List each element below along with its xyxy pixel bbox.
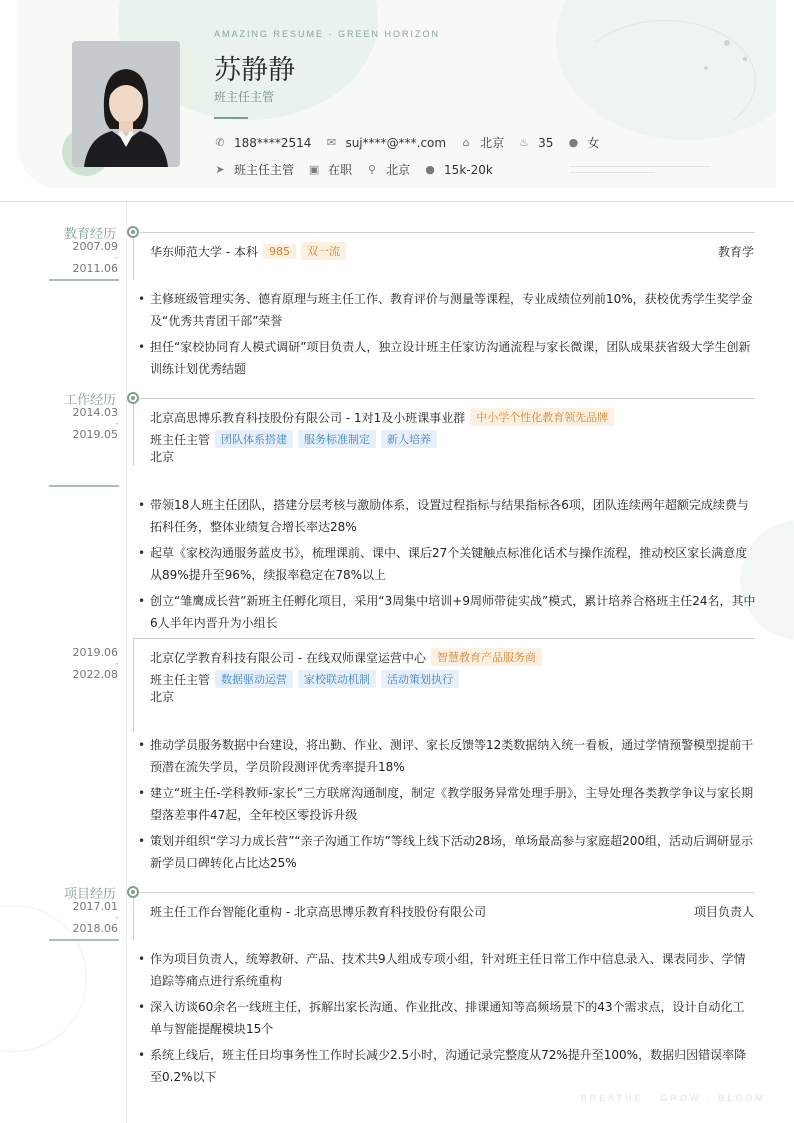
list-item: • 创立“雏鹰成长营”新班主任孵化项目，采用“3周集中培训+9周师带徒实战”模式，累计培养合格班主任24名，其中6人半年内晋升为小组长 bbox=[136, 590, 756, 634]
age-info bbox=[518, 136, 553, 150]
work-date-1 bbox=[40, 407, 118, 440]
salary-icon: ● bbox=[425, 162, 435, 176]
skill-tag: 家校联动机制 bbox=[298, 670, 376, 688]
section-underline bbox=[49, 485, 119, 487]
education-end: 2011.06 bbox=[72, 262, 118, 275]
target-city-text: 北京 bbox=[386, 163, 411, 177]
section-underline bbox=[49, 939, 119, 941]
job-end: 2019.05 bbox=[72, 428, 118, 441]
project-role: 项目负责人 bbox=[693, 905, 754, 919]
decor-dot bbox=[743, 57, 747, 61]
status-icon: ▣ bbox=[308, 162, 320, 176]
list-item: • 建立“班主任-学科教师-家长”三方联席沟通制度，制定《教学服务异常处理手册》，主导处理各类教学争议与家长期望落差事件47起，全年校区零投诉升级 bbox=[136, 782, 756, 826]
location-icon: ⚲ bbox=[368, 162, 377, 176]
entry-rule bbox=[133, 638, 755, 639]
decor-dot bbox=[724, 40, 730, 46]
list-item: • 带领18人班主任团队，搭建分层考核与激励体系，设置过程指标与结果指标各6项，团队连续两年超额完成续费与拓科任务，整体业绩复合增长率达28% bbox=[136, 494, 756, 538]
list-item: • 推动学员服务数据中台建设，将出勤、作业、测评、家长反馈等12类数据纳入统一看板，通过学情预警模型提前干预潜在流失学员，学员阶段测评优秀率提升18% bbox=[136, 734, 756, 778]
job-city: 北京 bbox=[150, 450, 175, 464]
footer-watermark: BREATHE · GROW · BLOOM bbox=[580, 1093, 766, 1103]
school-tag: 双一流 bbox=[301, 242, 346, 260]
timeline-line bbox=[133, 404, 134, 466]
decor-dot bbox=[704, 66, 708, 70]
timeline-line bbox=[133, 238, 134, 280]
mail-icon: ✉ bbox=[326, 135, 337, 149]
date-separator: - bbox=[115, 253, 118, 262]
skill-tag: 服务标准制定 bbox=[298, 430, 376, 448]
job-end: 2022.08 bbox=[72, 668, 118, 681]
list-item: • 策划并组织“学习力成长营”“亲子沟通工作坊”等线上线下活动28场，单场最高参与家庭超200组，活动后调研显示新学员口碑转化占比达25% bbox=[136, 830, 756, 874]
job-role: 班主任主管 bbox=[150, 672, 211, 687]
education-date bbox=[40, 241, 118, 274]
skill-tag: 新人培养 bbox=[381, 430, 437, 448]
timeline-marker bbox=[127, 886, 139, 898]
phone-text: 188****2514 bbox=[234, 135, 312, 150]
timeline-marker bbox=[127, 392, 139, 404]
job-bullets bbox=[136, 734, 756, 878]
email-info bbox=[325, 136, 446, 150]
skill-tag: 数据驱动运营 bbox=[215, 670, 293, 688]
company-name: 北京高思博乐教育科技股份有限公司 - 1对1及小班课事业群 bbox=[150, 410, 466, 425]
candidate-name: 苏静静 bbox=[214, 55, 295, 86]
cake-icon: ♨ bbox=[519, 135, 530, 149]
section-rule bbox=[140, 232, 755, 233]
job-intent-row bbox=[214, 161, 507, 178]
decor-curve bbox=[574, 20, 756, 142]
home-icon: ⌂ bbox=[462, 135, 470, 149]
profile-photo bbox=[72, 41, 180, 167]
salary-info bbox=[424, 163, 493, 177]
project-date bbox=[40, 901, 118, 934]
education-major: 教育学 bbox=[717, 245, 754, 259]
education-start: 2007.09 bbox=[72, 240, 118, 253]
target-city-info bbox=[366, 161, 410, 178]
section-rule bbox=[140, 398, 755, 399]
target-position-info bbox=[214, 161, 294, 178]
list-item: • 担任“家校协同育人模式调研”项目负责人，独立设计班主任家访沟通流程与家长微课，团队成果获省级大学生创新训练计划优秀结题 bbox=[136, 336, 756, 380]
phone-info bbox=[214, 136, 311, 150]
decor-line bbox=[570, 166, 710, 167]
company-name: 北京亿学教育科技有限公司 - 在线双师课堂运营中心 bbox=[150, 650, 426, 665]
job-city: 北京 bbox=[150, 690, 175, 704]
email-text: suj****@***.com bbox=[345, 135, 447, 150]
candidate-job-title: 班主任主管 bbox=[214, 90, 275, 104]
project-start: 2017.01 bbox=[72, 900, 118, 913]
skill-tag: 活动策划执行 bbox=[381, 670, 459, 688]
section-title-education: 教育经历 bbox=[63, 227, 116, 242]
job-start: 2019.06 bbox=[72, 646, 118, 659]
city-info bbox=[460, 134, 504, 151]
project-bullets bbox=[136, 948, 756, 1092]
section-title-work: 工作经历 bbox=[63, 393, 116, 408]
section-underline bbox=[49, 279, 119, 281]
name-underline bbox=[214, 117, 248, 119]
job-bullets bbox=[136, 494, 756, 638]
job-status-info bbox=[308, 161, 352, 178]
header-divider bbox=[0, 201, 794, 202]
sidebar-divider bbox=[126, 202, 127, 1123]
timeline-marker bbox=[127, 226, 139, 238]
gender-icon: ● bbox=[568, 135, 579, 149]
contact-info-row bbox=[214, 134, 613, 151]
education-bullets bbox=[136, 288, 756, 384]
gender-info bbox=[567, 134, 599, 151]
timeline-line bbox=[133, 898, 134, 940]
age-text: 35 bbox=[538, 135, 554, 150]
city-text: 北京 bbox=[480, 136, 505, 150]
gender-text: 女 bbox=[587, 136, 600, 150]
portrait-image bbox=[72, 41, 180, 167]
timeline-line bbox=[133, 638, 134, 732]
send-icon: ➤ bbox=[215, 162, 225, 176]
company-tag: 中小学个性化教育领先品牌 bbox=[470, 408, 614, 426]
phone-icon: ✆ bbox=[215, 135, 225, 149]
job-status-text: 在职 bbox=[328, 163, 353, 177]
job-start: 2014.03 bbox=[72, 406, 118, 419]
work-date-2 bbox=[40, 647, 118, 680]
job-role: 班主任主管 bbox=[150, 432, 211, 447]
salary-text: 15k-20k bbox=[444, 162, 493, 177]
list-item: • 深入访谈60余名一线班主任，拆解出家长沟通、作业批改、排课通知等高频场景下的43个需求点，设计自动化工单与智能提醒模块15个 bbox=[136, 996, 756, 1040]
school-tag: 985 bbox=[263, 244, 296, 259]
resume-tagline: AMAZING RESUME · GREEN HORIZON bbox=[214, 29, 441, 39]
list-item: • 系统上线后，班主任日均事务性工作时长减少2.5小时，沟通记录完整度从72%提升至100%，数据归因错误率降至0.2%以下 bbox=[136, 1044, 756, 1088]
list-item: • 起草《家校沟通服务蓝皮书》，梳理课前、课中、课后27个关键触点标准化话术与操作流程，推动校区家长满意度从89%提升至96%，续报率稳定在78%以上 bbox=[136, 542, 756, 586]
section-title-projects: 项目经历 bbox=[63, 887, 116, 902]
skill-tag: 团队体系搭建 bbox=[215, 430, 293, 448]
section-rule bbox=[140, 892, 755, 893]
target-position-text: 班主任主管 bbox=[234, 163, 295, 177]
date-separator: - bbox=[115, 659, 118, 668]
job-entry-header bbox=[150, 408, 614, 426]
job-entry-header bbox=[150, 648, 542, 666]
list-item: • 主修班级管理实务、德育原理与班主任工作、教育评价与测量等课程，专业成绩位列前10%，获校优秀学生奖学金及“优秀共青团干部”荣誉 bbox=[136, 288, 756, 332]
job-role-line bbox=[150, 670, 459, 688]
education-entry-header bbox=[150, 242, 346, 260]
date-separator: - bbox=[115, 913, 118, 922]
project-name: 班主任工作台智能化重构 - 北京高思博乐教育科技股份有限公司 bbox=[150, 905, 486, 919]
date-separator: - bbox=[115, 419, 118, 428]
list-item: • 作为项目负责人，统筹教研、产品、技术共9人组成专项小组，针对班主任日常工作中信息录入、课表同步、学情追踪等痛点进行系统重构 bbox=[136, 948, 756, 992]
school-name: 华东师范大学 - 本科 bbox=[150, 244, 258, 259]
company-tag: 智慧教育产品服务商 bbox=[431, 648, 542, 666]
decor-line bbox=[570, 172, 655, 173]
project-end: 2018.06 bbox=[72, 922, 118, 935]
job-role-line bbox=[150, 430, 437, 448]
